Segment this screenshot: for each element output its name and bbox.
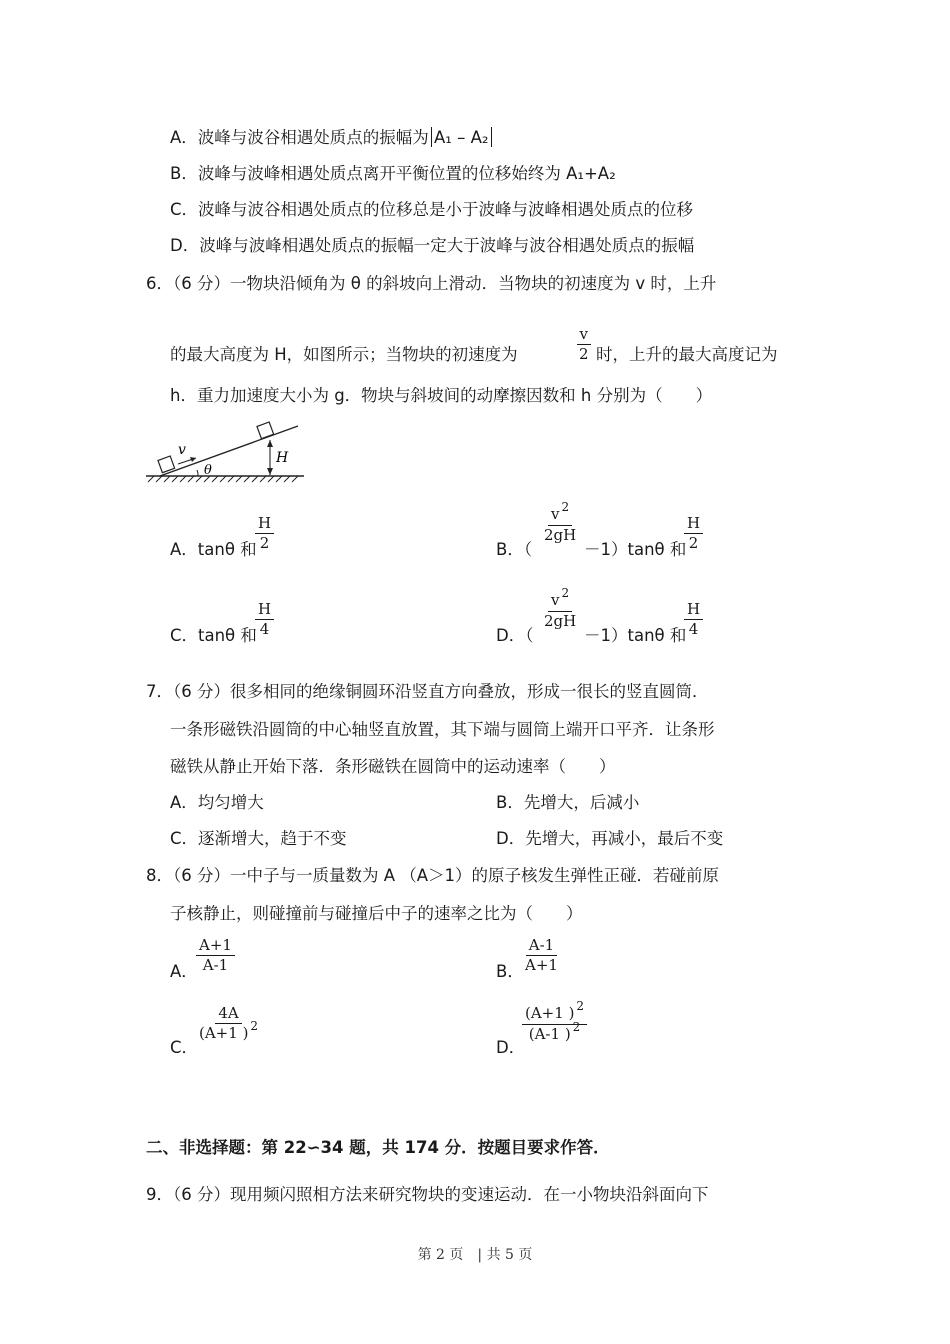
height-arrow-bottom	[267, 468, 273, 475]
q6-stem-line1: 6．（6 分）一物块沿倾角为 θ 的斜坡向上滑动．当物块的初速度为 v 时，上升	[146, 274, 717, 293]
q7-option-a: A．均匀增大	[170, 793, 264, 812]
q5-option-b: B．波峰与波峰相遇处质点离开平衡位置的位移始终为 A₁+A₂	[170, 164, 616, 183]
q6-option-b-middle: －1）tanθ 和	[584, 540, 687, 559]
q6-option-b-fraction: $\frac{v ^2}{2gH}$	[544, 500, 577, 544]
q6-option-b-label: B．（	[496, 540, 533, 559]
q6-option-d-label: D．（	[496, 626, 534, 645]
q6-option-c-label: C．tanθ 和	[170, 626, 257, 645]
incline-figure	[140, 418, 310, 488]
angle-arc	[197, 470, 198, 476]
q5-option-a: A．波峰与波谷相遇处质点的振幅为 A₁ – A₂	[170, 127, 494, 149]
fig-label-H: H	[276, 450, 289, 466]
q5-option-d: D．波峰与波峰相遇处质点的振幅一定大于波峰与波谷相遇处质点的振幅	[170, 236, 695, 255]
q5-option-c: C．波峰与波谷相遇处质点的位移总是小于波峰与波峰相遇处质点的位移	[170, 200, 694, 219]
abs-bar-left	[431, 127, 432, 147]
fig-label-v: v	[178, 442, 186, 458]
q7-option-b: B．先增大，后减小	[496, 793, 640, 812]
q6-stem-line2-b: 时，上升的最大高度记为	[596, 345, 778, 364]
q8-stem-line2: 子核静止，则碰撞前与碰撞后中子的速率之比为（ ）	[170, 904, 583, 923]
q8-option-d-label: D．	[496, 1038, 526, 1057]
q6-option-d-middle: －1）tanθ 和	[584, 626, 687, 645]
q8-option-d-fraction: $\frac{(A+1 ) ^2}{(A-1 ) ^2}$	[522, 1005, 587, 1044]
q7-stem-line1: 7．（6 分）很多相同的绝缘铜圆环沿竖直方向叠放，形成一很长的竖直圆筒．	[146, 682, 709, 701]
q7-option-c: C．逐渐增大，趋于不变	[170, 829, 347, 848]
height-arrow-top	[267, 440, 273, 447]
q9-stem-line1: 9．（6 分）现用频闪照相方法来研究物块的变速运动．在一小物块沿斜面向下	[146, 1185, 709, 1204]
ground-hatching	[148, 476, 298, 482]
q6-option-a-label: A．tanθ 和	[170, 540, 257, 559]
q8-option-a-label: A．	[170, 962, 198, 981]
q6-stem-line3: h．重力加速度大小为 g．物块与斜坡间的动摩擦因数和 h 分别为（ ）	[170, 386, 713, 405]
q7-stem-line2: 一条形磁铁沿圆筒的中心轴竖直放置，其下端与圆筒上端开口平齐．让条形	[170, 720, 715, 739]
q8-stem-line1: 8．（6 分）一中子与一质量数为 A （A＞1）的原子核发生弹性正碰．若碰前原	[146, 866, 720, 885]
q8-option-c-fraction: $\frac{4A}{(A+1 ) ^2}$	[199, 1004, 259, 1042]
block-bottom	[158, 456, 175, 473]
q8-option-b-label: B．	[496, 962, 524, 981]
q6-option-d-fraction2: $\frac{H}{4}$	[684, 601, 703, 638]
q5-a-expression: A₁ – A₂	[433, 128, 489, 147]
section-2-heading: 二、非选择题：第 22∽34 题，共 174 分．按题目要求作答．	[146, 1138, 610, 1157]
q6-option-a-fraction: $\frac{H}{2}$	[255, 515, 274, 552]
q8-option-a-fraction: $\frac{A+1}{A-1}$	[196, 937, 235, 974]
q6-option-d-fraction: $\frac{v ^2}{2gH}$	[544, 586, 577, 630]
q6-stem-line2-a: 的最大高度为 H，如图所示；当物块的初速度为	[170, 345, 518, 364]
q8-option-b-fraction: $\frac{A-1}{A+1}$	[525, 936, 558, 974]
page-footer: 第 2 页 | 共 5 页	[417, 1247, 533, 1263]
q6-fraction-v-over-2: $\frac{v}{2}$	[576, 326, 592, 363]
q7-option-d: D．先增大，再减小，最后不变	[496, 829, 724, 848]
abs-bar-right	[491, 127, 492, 147]
fig-label-theta: θ	[204, 463, 212, 478]
q6-option-c-fraction: $\frac{H}{4}$	[255, 601, 274, 638]
q8-option-c-label: C．	[170, 1038, 199, 1057]
q6-option-b-fraction2: $\frac{H}{2}$	[684, 515, 703, 552]
q7-stem-line3: 磁铁从静止开始下落．条形磁铁在圆筒中的运动速率（ ）	[170, 757, 616, 776]
